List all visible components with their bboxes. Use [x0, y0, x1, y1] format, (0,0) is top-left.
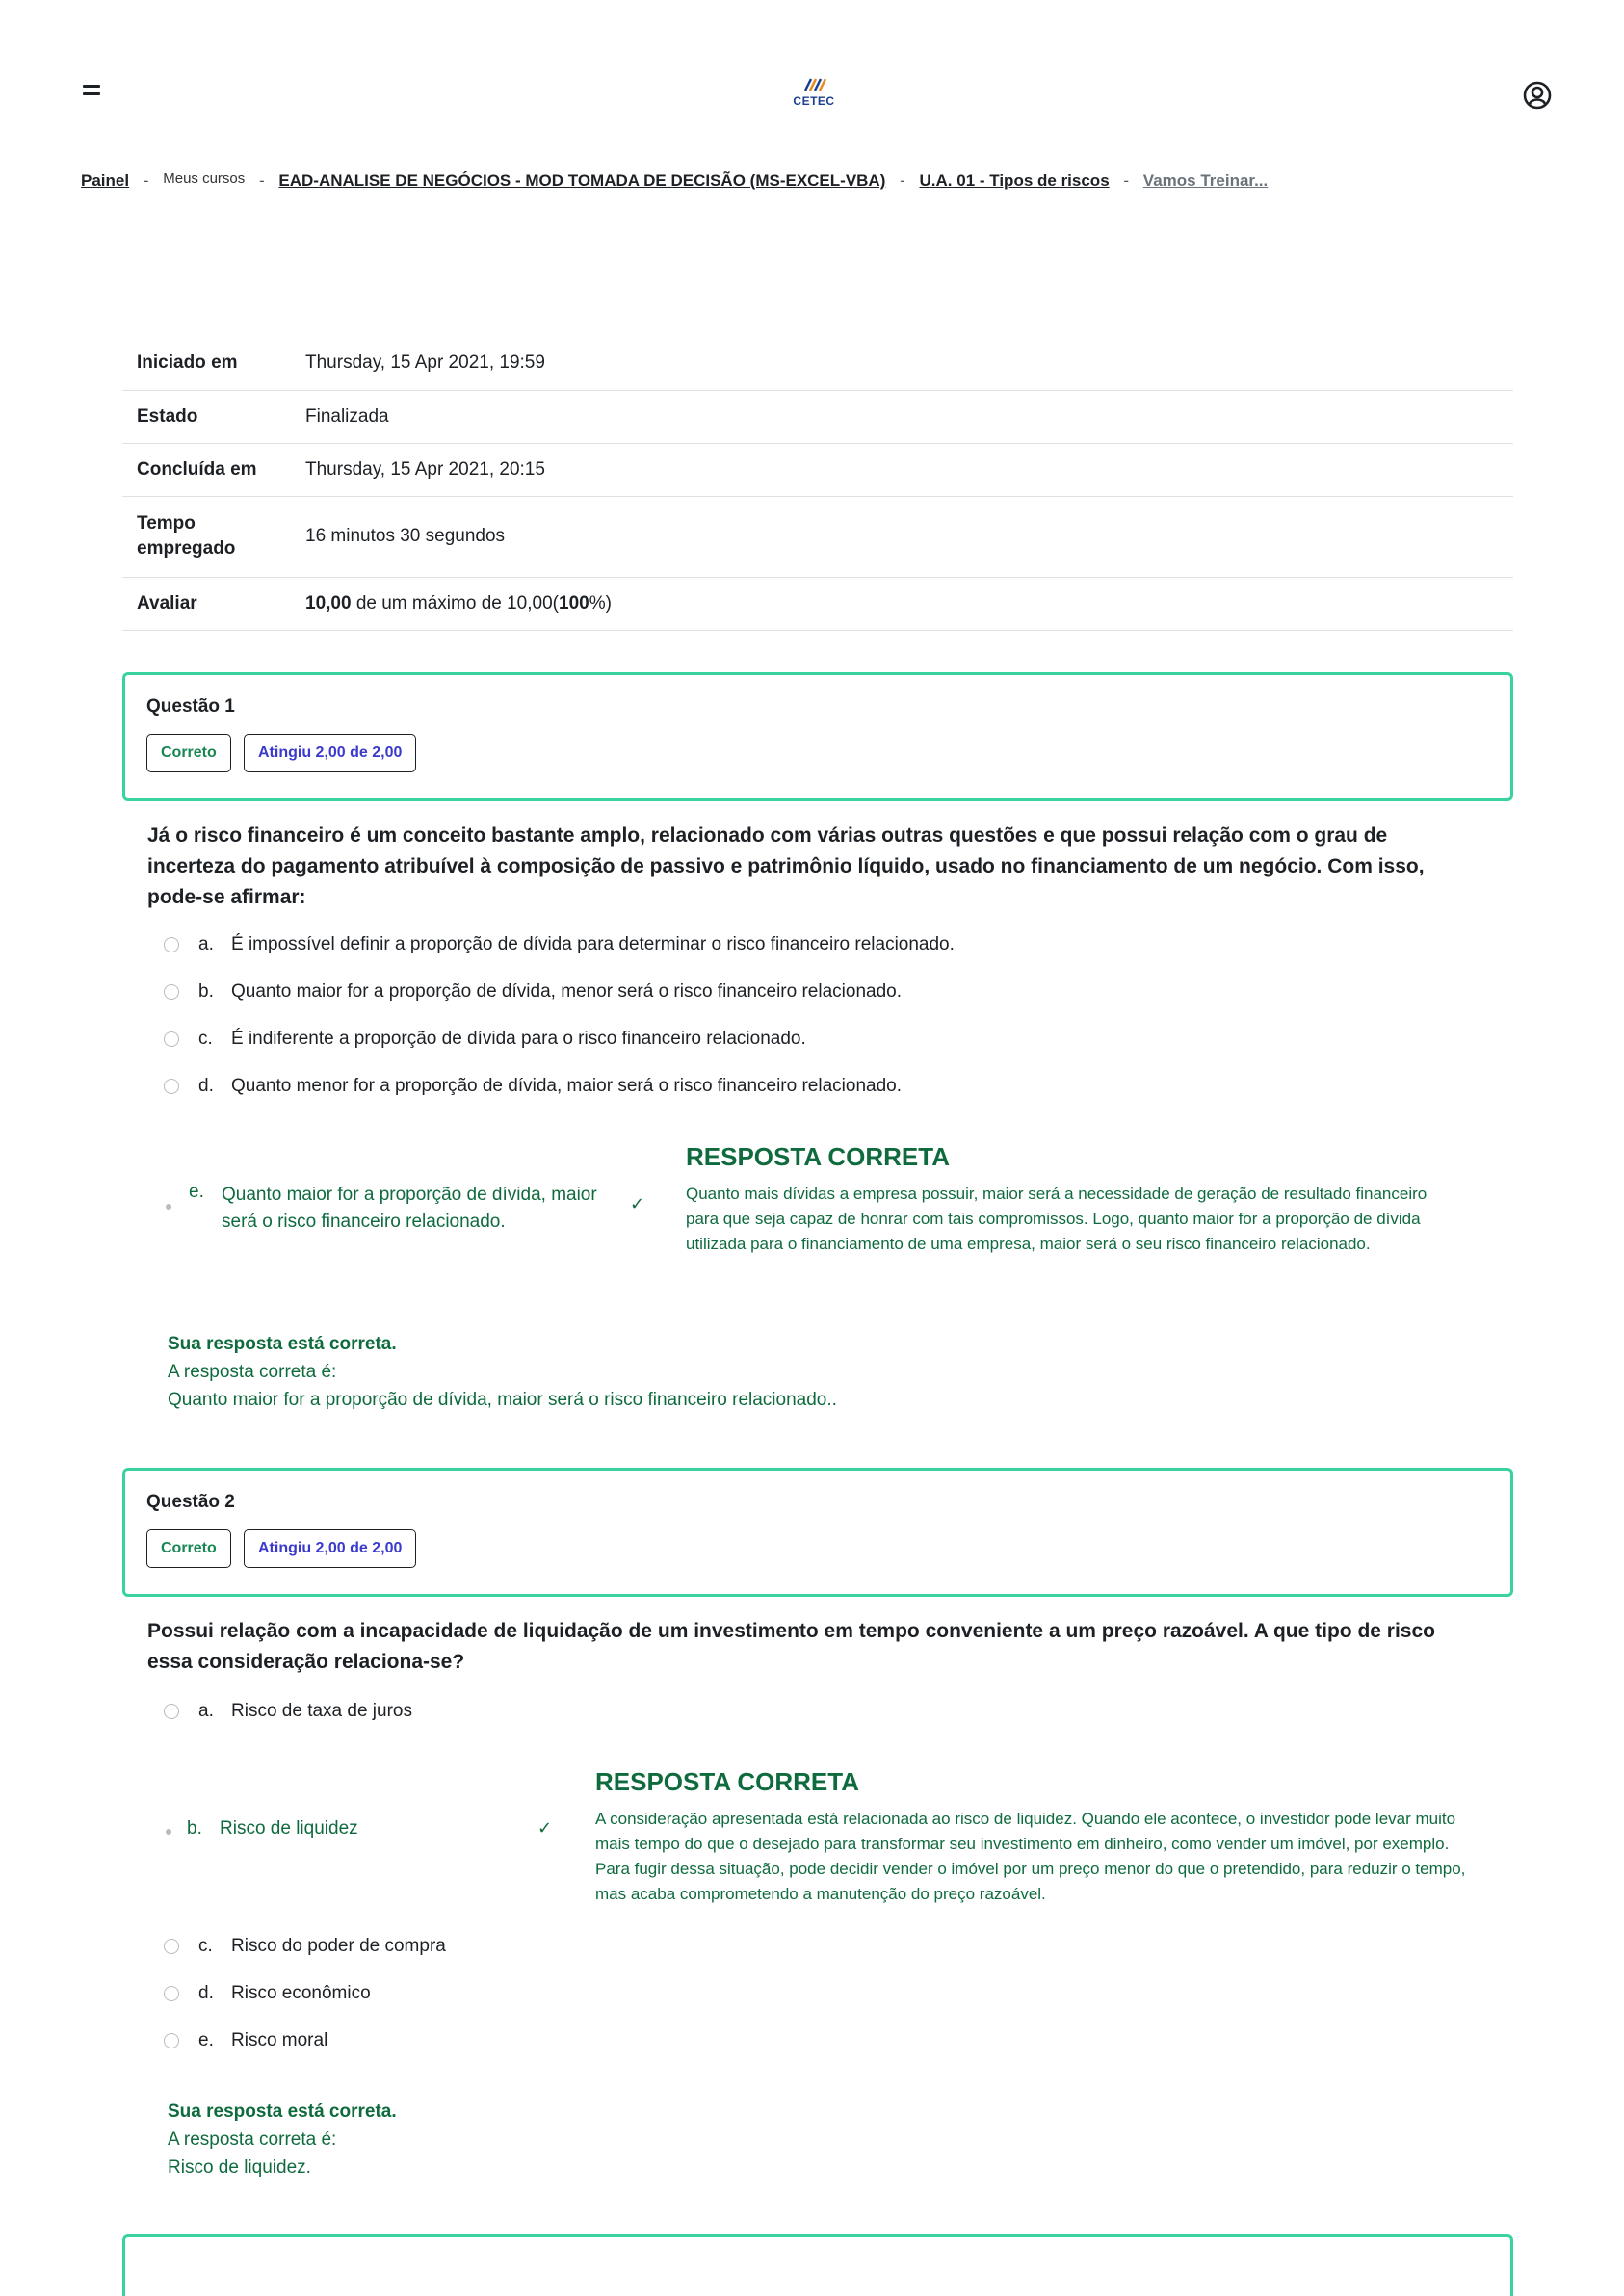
grade-end: %) [589, 592, 612, 613]
radio-icon[interactable] [164, 937, 179, 952]
question-2-title: Questão 2 [146, 1492, 235, 1512]
question-1-title: Questão 1 [146, 696, 235, 717]
breadcrumb-my-courses: Meus cursos [163, 170, 246, 187]
logo-text: CETEC [793, 94, 835, 108]
option-text: Quanto menor for a proporção de dívida, maior será o risco financeiro relacionado. [231, 1076, 902, 1096]
correct-option-text-line1: Quanto maior for a proporção de dívida, maior [222, 1185, 597, 1205]
cetec-logo[interactable] [792, 73, 836, 114]
option-text: Quanto maior for a proporção de dívida, menor será o risco financeiro relacionado. [231, 981, 902, 1002]
breadcrumb-activity[interactable]: Vamos Treinar... [1142, 171, 1269, 190]
question-1-status-badge: Correto [146, 734, 231, 772]
completed-label: Concluída em [137, 458, 257, 480]
question-1-outcome [168, 1330, 837, 1414]
breadcrumb-separator: - [143, 171, 149, 190]
question-2-option-d[interactable] [164, 1983, 371, 2004]
question-2-text: Possui relação com a incapacidade de liquidação de um investimento em tempo conveniente a um preço razoável. A que tipo de risco essa consideração relaciona-se? [147, 1620, 1435, 1673]
grade-score: 10,00 [305, 592, 352, 613]
outcome-title: Sua resposta está correta. [168, 2101, 397, 2122]
grade-value [305, 577, 1513, 630]
correct-option-text: Risco de liquidez [220, 1818, 358, 1839]
outcome-label: A resposta correta é: [168, 1362, 337, 1382]
correct-option-letter: b. [187, 1818, 202, 1839]
option-text: É indiferente a proporção de dívida para o risco financeiro relacionado. [231, 1029, 806, 1049]
question-1-feedback [686, 1142, 1456, 1257]
question-1-option-d[interactable] [164, 1076, 902, 1097]
breadcrumb-unit[interactable]: U.A. 01 - Tipos de riscos [919, 171, 1110, 190]
completed-value: Thursday, 15 Apr 2021, 20:15 [305, 458, 545, 480]
option-letter: b. [198, 981, 214, 1002]
outcome-title: Sua resposta está correta. [168, 1334, 397, 1354]
question-1-option-c[interactable] [164, 1029, 806, 1050]
selected-dot-icon [166, 1829, 171, 1835]
breadcrumb-dashboard[interactable]: Painel [81, 171, 130, 190]
breadcrumb-separator: - [259, 171, 265, 190]
hamburger-menu-icon[interactable] [83, 85, 104, 100]
question-2-info [122, 1468, 1513, 1597]
option-letter: d. [198, 1076, 214, 1096]
time-label-line1: Tempo [137, 513, 196, 534]
summary-row-time [122, 496, 1513, 577]
radio-icon[interactable] [164, 984, 179, 1000]
breadcrumb-separator: - [900, 171, 905, 190]
feedback-text: Quanto mais dívidas a empresa possuir, maior será a necessidade de geração de resultado financeiro para que seja capaz de honrar com tais compromissos. Logo, quanto maior for a proporção de dívida utilizada para o financiamento de uma empresa, maior será o seu risco financeiro relacionado. [686, 1185, 1428, 1253]
question-2-score-badge: Atingiu 2,00 de 2,00 [244, 1529, 416, 1568]
option-letter: d. [198, 1983, 214, 2003]
radio-icon[interactable] [164, 1031, 179, 1047]
question-1-info [122, 672, 1513, 801]
option-letter: a. [198, 1701, 214, 1721]
option-letter: a. [198, 934, 214, 954]
question-2-status-badge: Correto [146, 1529, 231, 1568]
question-2-outcome [168, 2098, 397, 2181]
option-text: Risco econômico [231, 1983, 371, 2003]
selected-dot-icon [166, 1204, 171, 1210]
question-2-option-c[interactable] [164, 1936, 446, 1957]
question-2-feedback [595, 1767, 1472, 1907]
feedback-title: RESPOSTA CORRETA [686, 1142, 950, 1171]
option-letter: c. [198, 1936, 213, 1956]
outcome-answer: Quanto maior for a proporção de dívida, maior será o risco financeiro relacionado.. [168, 1390, 837, 1410]
question-1-score-badge: Atingiu 2,00 de 2,00 [244, 734, 416, 772]
radio-icon[interactable] [164, 1986, 179, 2001]
state-value: Finalizada [305, 405, 389, 427]
question-1-text: Já o risco financeiro é um conceito bastante amplo, relacionado com várias outras questões e que possui relação com o grau de incerteza do pagamento atribuível à composição de passivo e patrimônio líquido, usado no financiamento de um negócio. Com isso, pode-se afirmar: [147, 824, 1425, 908]
check-icon: ✓ [630, 1194, 645, 1213]
check-icon: ✓ [537, 1818, 553, 1838]
started-value: Thursday, 15 Apr 2021, 19:59 [305, 352, 545, 374]
grade-percent: 100 [559, 592, 589, 613]
outcome-answer: Risco de liquidez. [168, 2157, 311, 2178]
correct-option-letter: e. [189, 1182, 204, 1202]
option-text: Risco de taxa de juros [231, 1701, 412, 1721]
correct-option-text [222, 1182, 597, 1236]
correct-option-text-line2: será o risco financeiro relacionado. [222, 1212, 506, 1232]
option-letter: c. [198, 1029, 213, 1049]
user-account-icon[interactable] [1522, 80, 1553, 111]
option-text: Risco moral [231, 2030, 328, 2050]
option-text: É impossível definir a proporção de dívida para determinar o risco financeiro relacionado. [231, 934, 955, 954]
summary-row-state [122, 390, 1513, 443]
time-label [122, 496, 305, 577]
option-text: Risco do poder de compra [231, 1936, 446, 1956]
breadcrumb-course[interactable]: EAD-ANALISE DE NEGÓCIOS - MOD TOMADA DE DECISÃO (MS-EXCEL-VBA) [278, 171, 886, 190]
question-2-option-a[interactable] [164, 1701, 412, 1722]
summary-row-completed [122, 443, 1513, 496]
grade-label: Avaliar [137, 592, 197, 613]
time-value: 16 minutos 30 segundos [305, 526, 506, 546]
option-letter: e. [198, 2030, 214, 2050]
question-1-option-b[interactable] [164, 981, 902, 1003]
radio-icon[interactable] [164, 1939, 179, 1954]
radio-icon[interactable] [164, 1079, 179, 1094]
attempt-summary-table [122, 337, 1513, 631]
started-label: Iniciado em [137, 352, 238, 374]
state-label: Estado [137, 405, 198, 427]
time-label-line2: empregado [137, 538, 236, 559]
grade-max: de um máximo de 10,00( [351, 592, 559, 613]
radio-icon[interactable] [164, 2033, 179, 2048]
breadcrumb [81, 171, 1545, 191]
feedback-title: RESPOSTA CORRETA [595, 1767, 859, 1796]
question-3-info [122, 2234, 1513, 2296]
summary-row-grade [122, 577, 1513, 630]
radio-icon[interactable] [164, 1704, 179, 1719]
question-1-option-a[interactable] [164, 934, 955, 955]
question-2-option-e[interactable] [164, 2030, 327, 2051]
logo-swoosh-icon [792, 73, 836, 94]
page-header [0, 0, 1624, 144]
feedback-text: A consideração apresentada está relacionada ao risco de liquidez. Quando ele acontece, o investidor pode levar muito mais tempo do que o desejado para transformar seu investimento em dinheiro, como vender um imóvel, por exemplo. Para fugir dessa situação, pode decidir vender o imóvel por um preço menor do que o pretendido, para reduzir o tempo, mas acaba comprometendo a manutenção do preço razoável. [595, 1810, 1466, 1903]
outcome-label: A resposta correta é: [168, 2129, 337, 2150]
summary-row-started [122, 337, 1513, 390]
breadcrumb-separator: - [1123, 171, 1130, 190]
